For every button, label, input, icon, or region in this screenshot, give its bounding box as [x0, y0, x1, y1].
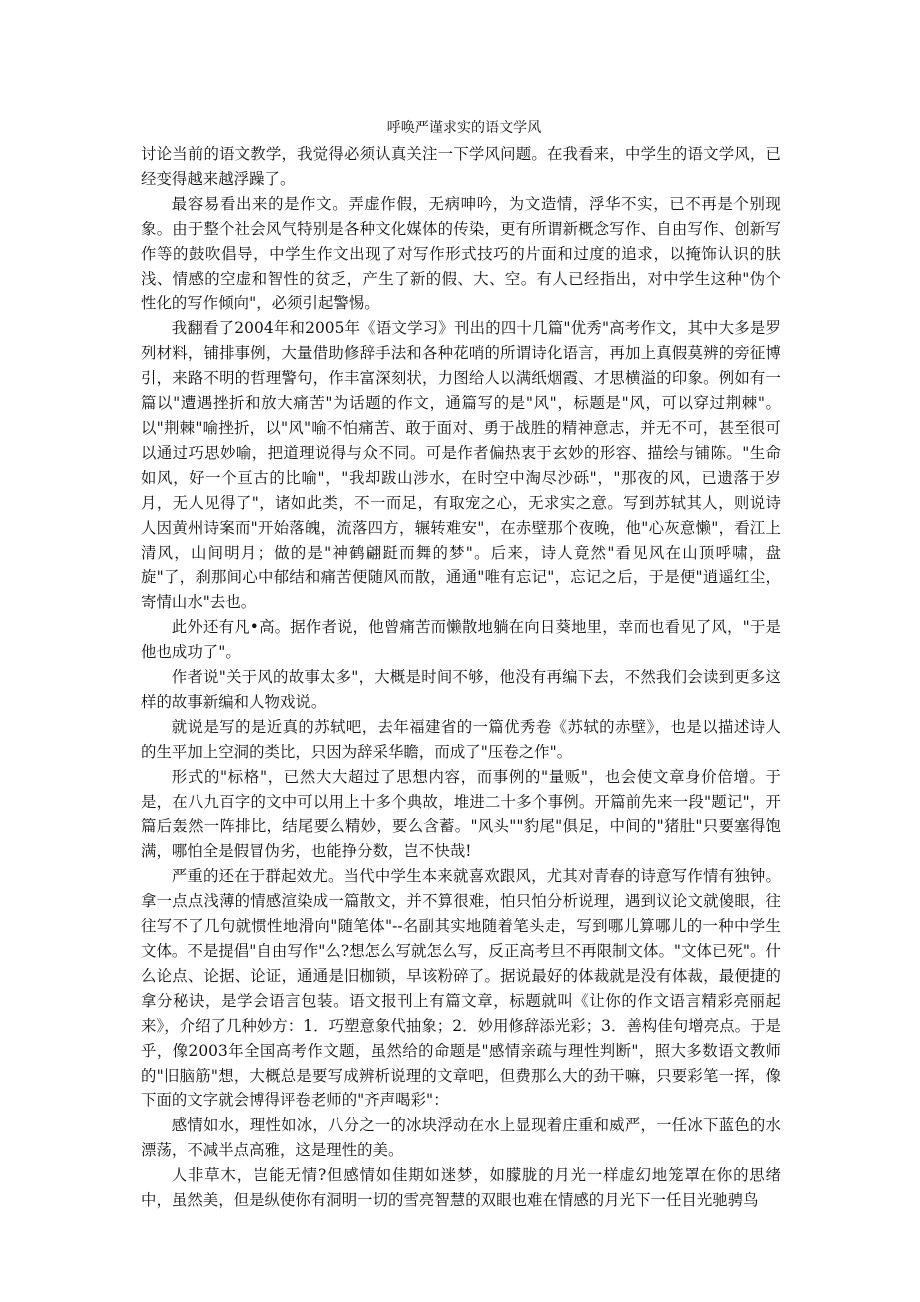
paragraph-8: 严重的还在于群起效尤。当代中学生本来就喜欢跟风，尤其对青春的诗意写作情有独钟。拿一点点浅薄的情感渲染成一篇散文，并不算很难，怕只怕分析说理，遇到议论文就傻眼，往往写不了几句就惯性地滑向"随笔体"--名副其实地随着笔头走，写到哪儿算哪儿的一种中学生文体。不是提倡"自由写作"么?想怎么写就怎么写，反正高考旦不再限制文体。"文体已死"。什么论点、论据、论证，通通是旧枷锁，早该粉碎了。据说最好的体裁就是没有体裁，最便捷的拿分秘诀，是学会语言包装。语文报刊上有篇文章，标题就叫《让你的作文语言精彩亮丽起来》，介绍了几种妙方：1．巧塑意象代抽象；2．妙用修辞添光彩；3．善构佳句增亮点。于是乎，像2003年全国高考作文题，虽然给的命题是"感情亲疏与理性判断"，照大多数语文教师的"旧脑筋"想，大概总是要写成辨析说理的文章吧，但费那么大的劲干嘛，只要彩笔一挥，像下面的文字就会博得评卷老师的"齐声喝彩"： [141, 867, 781, 1110]
paragraph-1: 讨论当前的语文教学，我觉得必须认真关注一下学风问题。在我看来，中学生的语文学风，已经变得越来越浮躁了。 [141, 145, 781, 188]
paragraph-6: 就说是写的是近真的苏轼吧，去年福建省的一篇优秀卷《苏轼的赤壁》，也是以描述诗人的生平加上空洞的类比，只因为辞采华瞻，而成了"压卷之作"。 [141, 717, 781, 761]
document-page [141, 118, 781, 1213]
paragraph-4: 此外还有凡•高。据作者说，他曾痛苦而懒散地躺在向日葵地里，幸而也看见了风，"于是他也成功了"。 [141, 618, 781, 662]
paragraph-10: 人非草木，岂能无情?但感情如佳期如迷梦，如朦胧的月光一样虚幻地笼罩在你的思绪中，虽然美，但是纵使你有洞明一切的雪亮智慧的双眼也难在情感的月光下一任目光驰骋鸟 [141, 1166, 781, 1210]
document-title: 呼唤严谨求实的语文学风 [386, 120, 542, 136]
paragraph-9: 感情如水，理性如冰，八分之一的冰块浮动在水上显现着庄重和威严，一任冰下蓝色的水漂荡，不减半点高雅，这是理性的美。 [141, 1116, 781, 1160]
paragraph-3: 我翻看了2004年和2005年《语文学习》刊出的四十几篇"优秀"高考作文，其中大多是罗列材料，铺排事例，大量借助修辞手法和各种花哨的所谓诗化语言，再加上真假莫辨的旁征博引，来路不明的哲理警句，作丰富深刻状，力图给人以满纸烟霞、才思横溢的印象。例如有一篇以"遭遇挫折和放大痛苦"为话题的作文，通篇写的是"风"，标题是"风，可以穿过荆棘"。以"荆棘"喻挫折，以"风"喻不怕痛苦、敢于面对、勇于战胜的精神意志，并无不可，甚至很可以通过巧思妙喻，把道理说得与众不同。可是作者偏热衷于玄妙的形容、描绘与铺陈。"生命如风，好一个亘古的比喻"，"我却跋山涉水，在时空中淘尽沙砾"，"那夜的风，已遗落于岁月，无人见得了"，诸如此类，不一而足，有取宠之心，无求实之意。写到苏轼其人，则说诗人因黄州诗案而"开始落魄，流落四方，辗转难安"，在赤壁那个夜晚，他"心灰意懒"，看江上清风，山间明月；做的是"神鹤翩跹而舞的梦"。后来，诗人竟然"看见风在山顶呼啸，盘旋"了，刹那间心中郁结和痛苦便随风而散，通通"唯有忘记"，忘记之后，于是便"逍遥红尘，寄情山水"去也。 [141, 319, 781, 612]
paragraph-7: 形式的"标格"，已然大大超过了思想内容，而事例的"量贩"，也会使文章身价倍增。于是，在八九百字的文中可以用上十多个典故，堆进二十多个事例。开篇前先来一段"题记"，开篇后轰然一阵排比，结尾要么精妙，要么含蓄。"风头""豹尾"俱足，中间的"猪肚"只要塞得饱满，哪怕全是假冒伪劣，也能挣分数，岂不快哉! [141, 767, 781, 861]
paragraph-2: 最容易看出来的是作文。弄虚作假，无病呻吟，为文造情，浮华不实，已不再是个别现象。由于整个社会风气特别是各种文化媒体的传染，更有所谓新概念写作、自由写作、创新写作等的鼓吹倡导，中学生作文出现了对写作形式技巧的片面和过度的追求，以掩饰认识的肤浅、情感的空虚和智性的贫乏，产生了新的假、大、空。有人已经指出，对中学生这种"伪个性化的写作倾向"，必须引起警惕。 [141, 194, 781, 313]
paragraph-5: 作者说"关于风的故事太多"，大概是时间不够，他没有再编下去，不然我们会读到更多这样的故事新编和人物戏说。 [141, 668, 781, 711]
